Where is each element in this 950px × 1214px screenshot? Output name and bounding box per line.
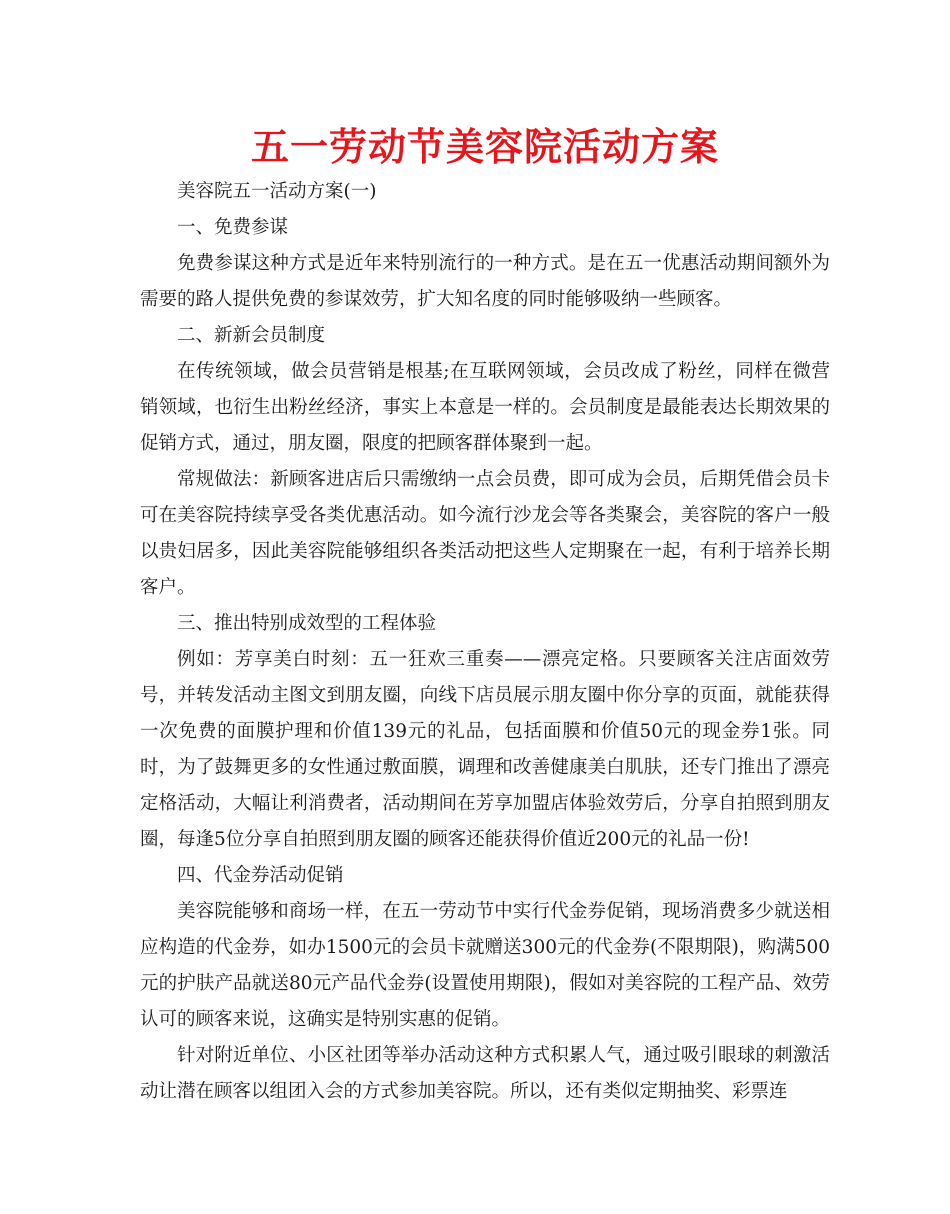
body-paragraph: 常规做法：新顾客进店后只需缴纳一点会员费，即可成为会员，后期凭借会员卡可在美容院持续享受各类优惠活动。如今流行沙龙会等各类聚会，美容院的客户一般以贵妇居多，因此美容院能够组织各类活动把这些人定期聚在一起，有利于培养长期客户。 bbox=[140, 469, 830, 598]
body-paragraph: 针对附近单位、小区社团等举办活动这种方式积累人气，通过吸引眼球的刺激活动让潜在顾客以组团入会的方式参加美容院。所以，还有类似定期抽奖、彩票连 bbox=[140, 1045, 830, 1102]
subtitle-paragraph: 美容院五一活动方案(一) bbox=[177, 181, 377, 202]
section-heading-2: 二、新新会员制度 bbox=[177, 325, 326, 346]
body-paragraph: 免费参谋这种方式是近年来特别流行的一种方式。是在五一优惠活动期间额外为需要的路人提供免费的参谋效劳，扩大知名度的同时能够吸纳一些顾客。 bbox=[140, 253, 830, 310]
section-heading-3: 三、推出特别成效型的工程体验 bbox=[177, 613, 437, 634]
document-page bbox=[140, 122, 830, 1110]
body-paragraph: 美容院能够和商场一样，在五一劳动节中实行代金券促销，现场消费多少就送相应构造的代金券，如办1500元的会员卡就赠送300元的代金券(不限期限)，购满500元的护肤产品就送80元产品代金券(设置使用期限)，假如对美容院的工程产品、效劳认可的顾客来说，这确实是特别实惠的促销。 bbox=[140, 901, 830, 1030]
section-heading-1: 一、免费参谋 bbox=[177, 217, 289, 238]
section-heading-4: 四、代金券活动促销 bbox=[177, 865, 344, 886]
body-paragraph: 例如：芳享美白时刻：五一狂欢三重奏——漂亮定格。只要顾客关注店面效劳号，并转发活动主图文到朋友圈，向线下店员展示朋友圈中你分享的页面，就能获得一次免费的面膜护理和价值139元的礼品，包括面膜和价值50元的现金券1张。同时，为了鼓舞更多的女性通过敷面膜，调理和改善健康美白肌肤，还专门推出了漂亮定格活动，大幅让利消费者，活动期间在芳享加盟店体验效劳后，分享自拍照到朋友圈，每逢5位分享自拍照到朋友圈的顾客还能获得价值近200元的礼品一份! bbox=[140, 649, 830, 850]
body-paragraph: 在传统领域，做会员营销是根基;在互联网领域，会员改成了粉丝，同样在微营销领域，也衍生出粉丝经济，事实上本意是一样的。会员制度是最能表达长期效果的促销方式，通过，朋友圈，限度的把顾客群体聚到一起。 bbox=[140, 361, 830, 454]
document-title: 五一劳动节美容院活动方案 bbox=[250, 125, 719, 169]
